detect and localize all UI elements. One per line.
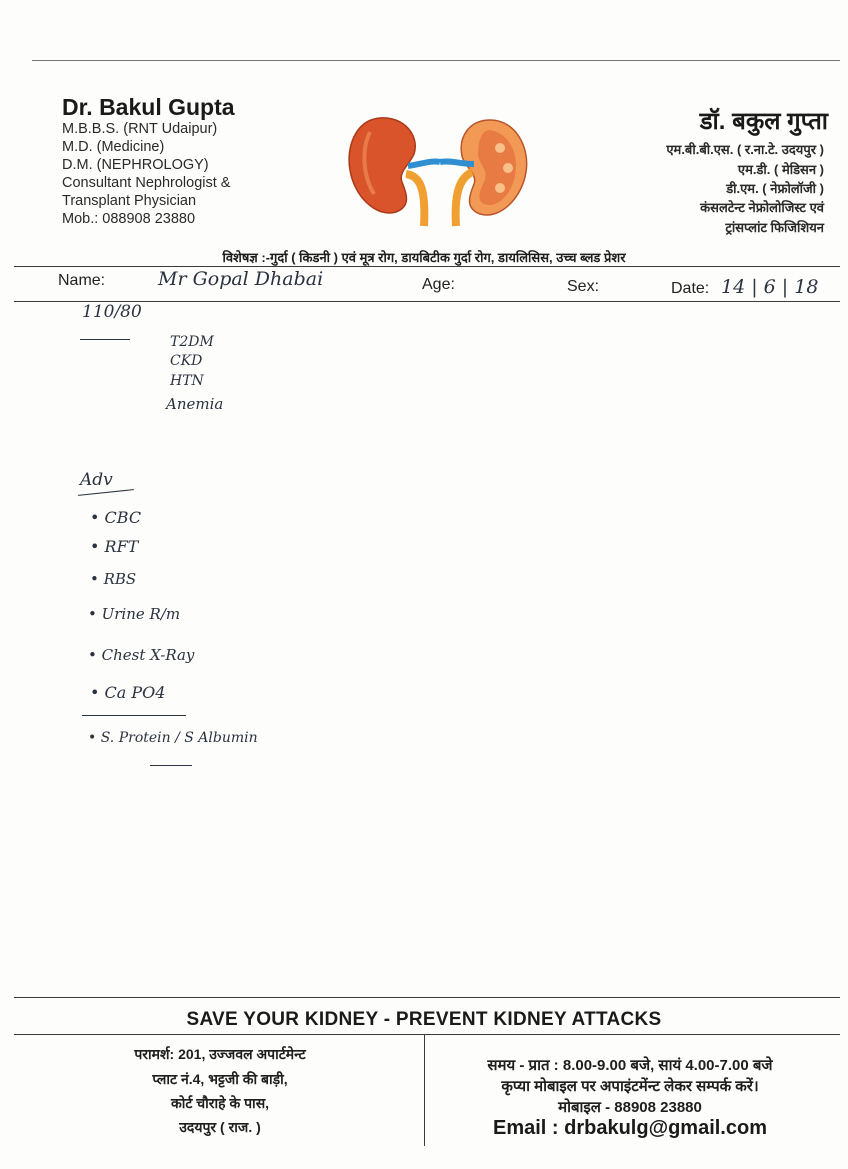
advice-item: • S. Protein / S Albumin — [88, 730, 258, 746]
name-label: Name: — [58, 272, 106, 289]
footer-mobile: मोबाइल - 88908 23880 — [558, 1099, 702, 1116]
qualification-line-hindi: कंसलटेन्ट नेफ्रोलोजिस्ट एवं — [700, 200, 824, 215]
field-bar-top-rule — [14, 266, 840, 267]
diagnosis-item: HTN — [170, 373, 204, 389]
doctor-name: Dr. Bakul Gupta — [62, 94, 235, 120]
footer-top-rule — [14, 997, 840, 998]
patient-name: Mr Gopal Dhabai — [158, 268, 324, 290]
address-line: कोर्ट चौराहे के पास, — [170, 1095, 270, 1111]
address-line: प्लाट नं.4, भट्टजी की बाड़ी, — [152, 1071, 288, 1087]
address-line: परामर्श: 201, उज्जवल अपार्टमेन्ट — [134, 1046, 306, 1062]
blood-pressure: 110/80 — [82, 302, 142, 322]
footer-divider — [424, 1034, 425, 1146]
kidney-logo — [340, 108, 540, 230]
age-label: Age: — [422, 276, 455, 293]
timing-line: समय - प्रात : 8.00-9.00 बजे, सायं 4.00-7.00 बजे — [487, 1057, 773, 1074]
diagnosis-item: CKD — [170, 353, 203, 369]
left-artery-icon — [406, 174, 424, 226]
doctor-name-hindi: डॉ. बकुल गुप्ता — [699, 108, 828, 135]
appointment-note: कृप्या मोबाइल पर अपाइंटमेंन्ट लेकर सम्पर्क करें। — [501, 1078, 759, 1095]
advice-item: • RFT — [90, 537, 139, 556]
qualification-line-hindi: डी.एम. ( नेफ्रोलॉजी ) — [726, 181, 824, 196]
qualification-line-hindi: ट्रांसप्लांट फिजिशियन — [725, 220, 824, 235]
qualification-line: D.M. (NEPHROLOGY) — [62, 157, 209, 173]
qualification-line-hindi: एम.बी.बी.एस. ( र.ना.टे. उदयपुर ) — [666, 142, 824, 157]
email-address: Email : drbakulg@gmail.com — [492, 1117, 767, 1139]
advice-end-line — [150, 765, 192, 766]
qualification-line: Consultant Nephrologist & — [62, 175, 231, 191]
advice-label: Adv — [80, 470, 113, 490]
advice-item: • CBC — [90, 508, 142, 527]
slogan: SAVE YOUR KIDNEY - PREVENT KIDNEY ATTACKS — [186, 1009, 662, 1030]
qualification-line: M.D. (Medicine) — [62, 139, 165, 155]
date-label: Date: — [671, 280, 710, 297]
advice-item: • Chest X-Ray — [88, 646, 195, 664]
sex-label: Sex: — [567, 278, 600, 295]
advice-underline — [78, 489, 134, 496]
advice-divider — [82, 715, 186, 716]
advice-item: • Urine R/m — [88, 605, 181, 623]
advice-item: • RBS — [90, 570, 137, 588]
qualification-line: Transplant Physician — [62, 193, 197, 209]
diagnosis-item: T2DM — [170, 334, 214, 350]
bp-underline — [80, 339, 130, 340]
top-rule — [32, 60, 840, 61]
qualification-line: M.B.B.S. (RNT Udaipur) — [62, 121, 218, 137]
mobile-number: Mob.: 088908 23880 — [62, 211, 196, 227]
visit-date: 14 | 6 | 18 — [721, 276, 819, 298]
diagnosis-item: Anemia — [166, 395, 224, 413]
slogan-rule — [14, 1034, 840, 1035]
specialty-line: विशेषज्ञ :-गुर्दा ( किडनी ) एवं मूत्र रोग, डायबिटीक गुर्दा रोग, डायलिसिस, उच्च ब्लड प्रेशर — [222, 250, 626, 265]
qualification-line-hindi: एम.डी. ( मेडिसन ) — [737, 162, 824, 177]
left-vein-icon — [408, 161, 440, 166]
left-kidney-icon — [349, 118, 415, 213]
address-line: उदयपुर ( राज. ) — [179, 1119, 261, 1135]
right-vein-icon — [440, 161, 474, 164]
advice-item: • Ca PO4 — [90, 683, 166, 702]
